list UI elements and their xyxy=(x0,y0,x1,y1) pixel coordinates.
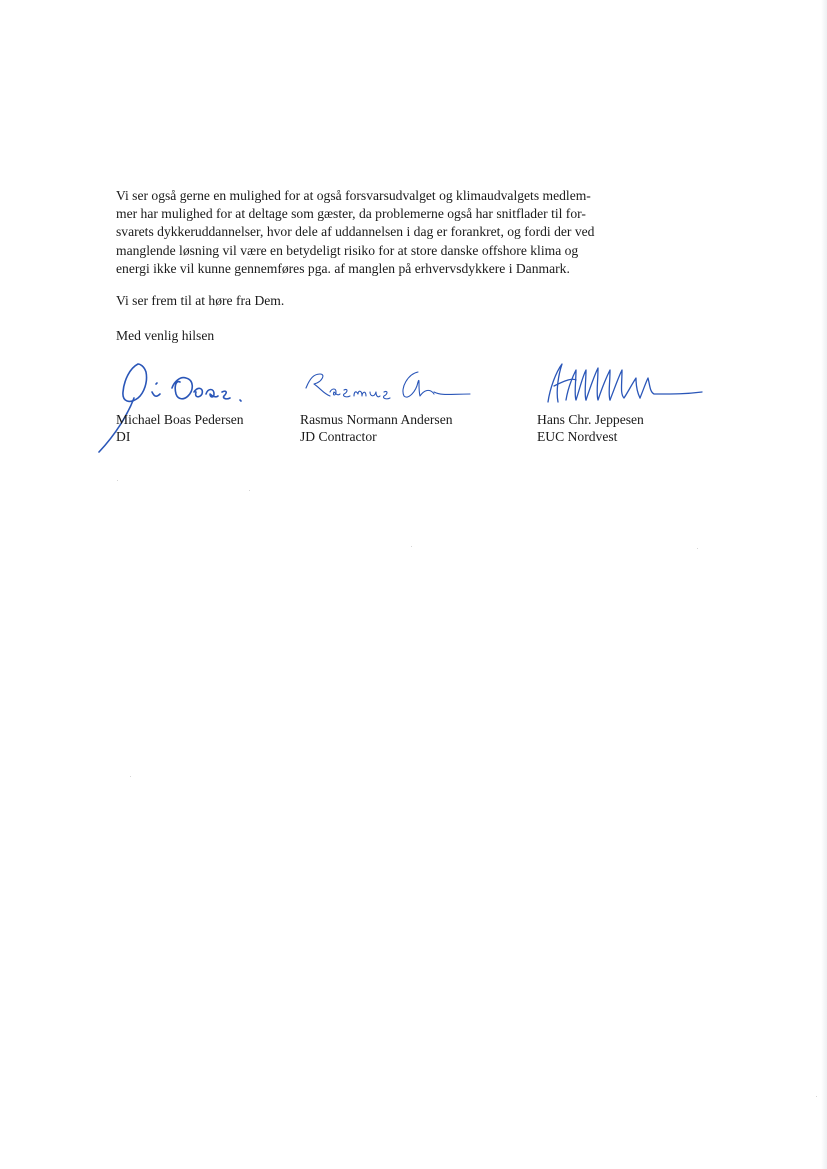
signatory-3 xyxy=(537,411,644,445)
signatory-2 xyxy=(300,411,453,445)
body-line: energi ikke vil kunne gennemføres pga. af manglen på erhvervsdykkere i Danmark. xyxy=(116,260,570,276)
signatory-org: EUC Nordvest xyxy=(537,429,618,444)
signature-rasmus-normann-andersen xyxy=(300,366,480,406)
scan-speck xyxy=(130,776,131,777)
signatory-1 xyxy=(116,411,244,445)
scan-speck xyxy=(816,1096,817,1097)
signatory-name: Rasmus Normann Andersen xyxy=(300,412,453,427)
scan-edge xyxy=(821,0,827,1169)
body-paragraph xyxy=(116,187,666,278)
scan-speck xyxy=(411,546,412,547)
body-line: mer har mulighed for at deltage som gæster, da problemerne også har snitflader til for- xyxy=(116,206,586,222)
body-line: Vi ser også gerne en mulighed for at også forsvarsudvalget og klimaudvalgets medlem- xyxy=(116,188,591,203)
scan-speck xyxy=(697,548,698,549)
signatory-name: Hans Chr. Jeppesen xyxy=(537,412,644,427)
scan-speck xyxy=(249,490,250,491)
body-line: svarets dykkeruddannelser, hvor dele af uddannelsen i dag er forankret, og fordi der ved xyxy=(116,224,595,240)
body-line: manglende løsning vil være en betydeligt risiko for at store danske offshore klima og xyxy=(116,242,579,258)
closing-greeting: Med venlig hilsen xyxy=(116,328,215,343)
signatory-org: DI xyxy=(116,429,131,444)
scan-speck xyxy=(117,480,118,481)
closing-sentence: Vi ser frem til at høre fra Dem. xyxy=(116,293,285,308)
signature-hans-chr-jeppesen xyxy=(536,358,706,408)
signatory-name: Michael Boas Pedersen xyxy=(116,412,244,427)
signatory-org: JD Contractor xyxy=(300,429,377,444)
